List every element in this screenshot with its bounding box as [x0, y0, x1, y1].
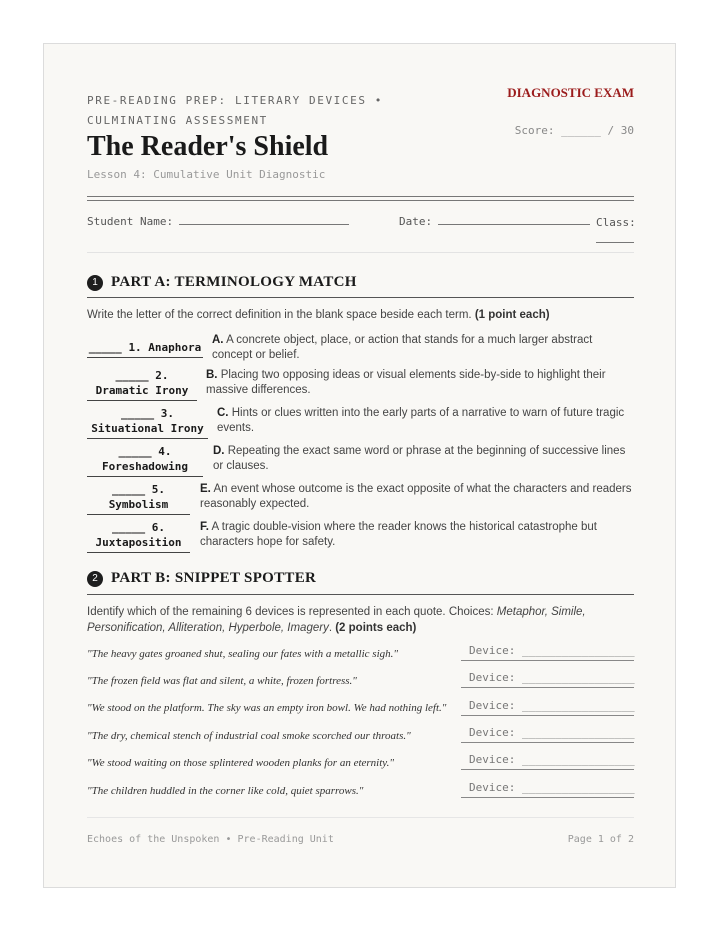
quote-text: "We stood waiting on those splintered wooden planks for an eternity." [87, 757, 394, 769]
definition-item [217, 406, 634, 436]
definition-letter: F. [200, 521, 209, 533]
section-number-badge: 2 [87, 571, 103, 587]
quote-text: "The children huddled in the corner like cold, quiet sparrows." [87, 785, 364, 797]
student-name-line [179, 214, 349, 225]
definition-item [213, 444, 634, 474]
definition-letter: D. [213, 445, 225, 457]
device-choices: Metaphor, Simile, Personification, Alliteration, Hyperbole, Imagery [87, 606, 586, 634]
definition-text: An event whose outcome is the exact opposite of what the characters and readers reasonably expected. [200, 483, 632, 510]
date-label: Date: [399, 215, 433, 228]
class-field[interactable] [596, 214, 636, 248]
page-number: Page 1 of 2 [567, 834, 634, 845]
worksheet-page [43, 43, 676, 888]
class-line [596, 232, 634, 243]
footer-divider [87, 817, 634, 818]
student-name-field[interactable] [87, 214, 349, 228]
definition-item [200, 520, 634, 550]
page-title: The Reader's Shield [87, 131, 329, 162]
term-label: 2. Dramatic Irony [95, 369, 189, 397]
definition-text: Placing two opposing ideas or visual elements side-by-side to highlight their massive differences. [206, 369, 606, 396]
term-row[interactable] [87, 444, 203, 477]
page-subtitle: Lesson 4: Cumulative Unit Diagnostic [87, 168, 326, 181]
definition-letter: A. [212, 334, 224, 346]
device-answer-field[interactable]: Device: _________________ [461, 781, 634, 798]
definition-text: Hints or clues written into the early parts of a narrative to warn of future tragic events. [217, 407, 625, 434]
term-row[interactable] [87, 520, 190, 553]
section-instructions [87, 307, 634, 323]
instructions-text: Identify which of the remaining 6 devices is represented in each quote. Choices: [87, 606, 494, 618]
score-field: Score: ______ / 30 [514, 124, 634, 137]
definition-item [200, 482, 634, 512]
definition-item [212, 333, 634, 363]
section-title: PART A: TERMINOLOGY MATCH [111, 274, 357, 290]
term-row[interactable] [87, 406, 208, 439]
definition-letter: E. [200, 483, 211, 495]
answer-blank[interactable]: _____ [121, 407, 155, 420]
date-field[interactable] [399, 214, 590, 228]
answer-blank[interactable]: _____ [118, 445, 152, 458]
device-answer-field[interactable]: Device: _________________ [461, 671, 634, 688]
course-label: PRE-READING PREP: LITERARY DEVICES • CULMINATING ASSESSMENT [87, 94, 384, 127]
definition-item [206, 368, 634, 398]
class-label: Class: [596, 216, 636, 229]
term-label: 6. Juxtaposition [95, 521, 182, 549]
section-instructions: Identify which of the remaining 6 devices is represented in each quote. Choices: Metaphor, Simile, Personification, Alliteration, Hyperbole, Imagery. (2 points each) [87, 606, 586, 634]
quote-text: "The heavy gates groaned shut, sealing our fates with a metallic sigh." [87, 648, 398, 660]
definition-text: A tragic double-vision where the reader knows the historical catastrophe but characters hope for safety. [200, 521, 597, 548]
instructions-text: Write the letter of the correct definition in the blank space beside each term. [87, 309, 472, 321]
term-label: 3. Situational Irony [91, 407, 204, 435]
section-divider [87, 297, 634, 298]
definition-text: A concrete object, place, or action that stands for a much larger abstract concept or belief. [212, 334, 593, 361]
quote-text: "The frozen field was flat and silent, a white, frozen fortress." [87, 675, 357, 687]
term-label: 5. Symbolism [108, 483, 169, 511]
points-note: (2 points each) [335, 622, 417, 634]
header-divider [87, 196, 634, 201]
term-label: 1. Anaphora [128, 341, 202, 354]
answer-blank[interactable]: _____ [115, 369, 149, 382]
definition-text: Repeating the exact same word or phrase at the beginning of successive lines or clauses. [213, 445, 626, 472]
device-answer-field[interactable]: Device: _________________ [461, 644, 634, 661]
date-line [438, 214, 590, 225]
fields-divider [87, 252, 634, 253]
definition-letter: B. [206, 369, 218, 381]
device-answer-field[interactable]: Device: _________________ [461, 726, 634, 743]
term-row[interactable] [87, 368, 197, 401]
quote-text: "The dry, chemical stench of industrial coal smoke scorched our throats." [87, 730, 411, 742]
section-title: PART B: SNIPPET SPOTTER [111, 570, 317, 586]
footer-unit: Echoes of the Unspoken • Pre-Reading Unit [87, 834, 334, 845]
answer-blank[interactable]: _____ [112, 521, 146, 534]
answer-blank[interactable]: _____ [88, 341, 122, 354]
definition-letter: C. [217, 407, 229, 419]
section-number-badge: 1 [87, 275, 103, 291]
answer-blank[interactable]: _____ [112, 483, 146, 496]
quote-text: "We stood on the platform. The sky was an empty iron bowl. We had nothing left." [87, 702, 447, 714]
term-label: 4. Foreshadowing [101, 445, 189, 473]
term-row[interactable] [87, 340, 203, 358]
points-note: (1 point each) [474, 309, 550, 321]
device-answer-field[interactable]: Device: _________________ [461, 753, 634, 770]
exam-badge: DIAGNOSTIC EXAM [507, 85, 634, 100]
section-divider [87, 594, 634, 595]
term-row[interactable] [87, 482, 190, 515]
device-answer-field[interactable]: Device: _________________ [461, 699, 634, 716]
student-name-label: Student Name: [87, 215, 174, 228]
